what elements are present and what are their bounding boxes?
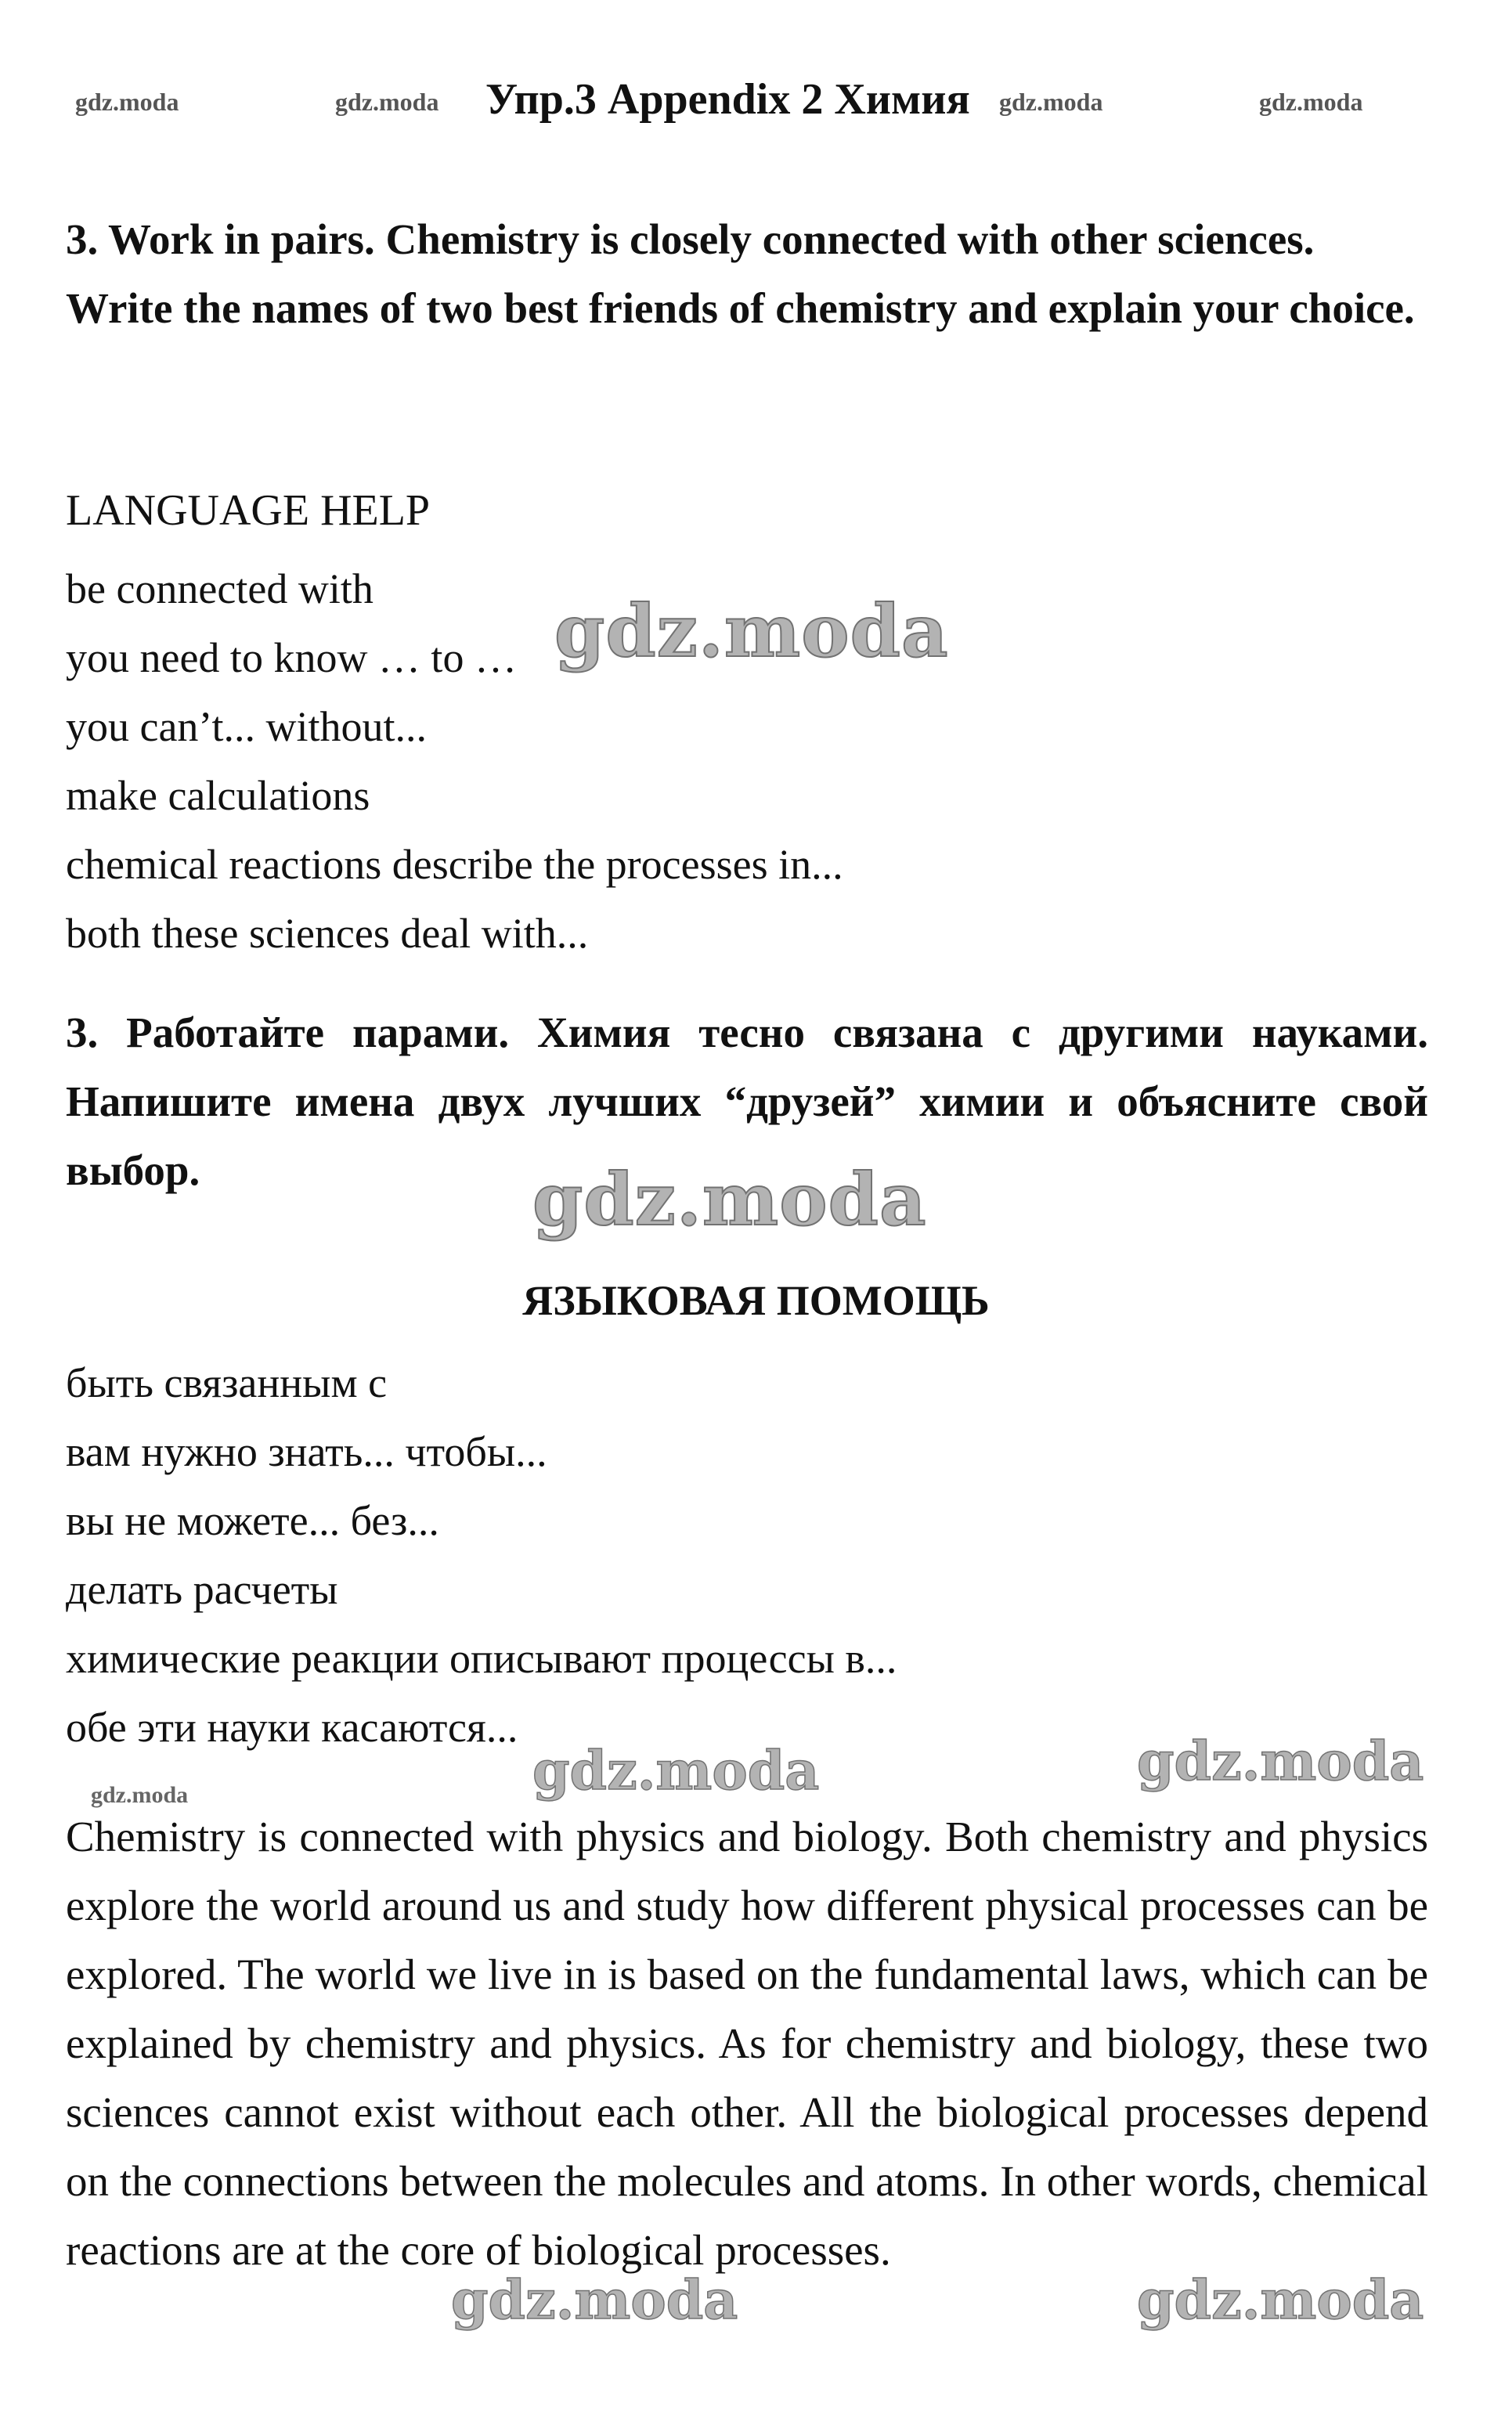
- watermark: gdz.moda: [91, 1782, 189, 1808]
- watermark: gdz.moda: [554, 589, 949, 673]
- watermark: gdz.moda: [451, 2269, 738, 2332]
- list-item: both these sciences deal with...: [66, 910, 589, 957]
- task-russian: 3. Работайте парами. Химия тесно связана с другими науками. Напишите имена двух лучших “друзей” химии и объясните свой выбор.: [66, 1009, 1428, 1194]
- header-watermark: gdz.moda: [1259, 88, 1363, 116]
- list-item: химические реакции описывают процессы в...: [66, 1635, 897, 1682]
- header-watermark: gdz.moda: [335, 88, 439, 116]
- watermark: gdz.moda: [532, 1740, 820, 1802]
- list-item: you can’t... without...: [66, 703, 427, 750]
- header-watermark: gdz.moda: [999, 88, 1103, 116]
- language-help-ru-heading: ЯЗЫКОВАЯ ПОМОЩЬ: [522, 1277, 990, 1324]
- language-help-heading: LANGUAGE HELP: [66, 486, 431, 535]
- list-item: make calculations: [66, 772, 370, 819]
- watermark: gdz.moda: [532, 1157, 927, 1242]
- task-english: 3. Work in pairs. Chemistry is closely connected with other sciences. Write the names of two best friends of chemistry and explain your choice.: [66, 215, 1415, 332]
- header-watermark: gdz.moda: [75, 88, 179, 116]
- list-item: вы не можете... без...: [66, 1497, 439, 1544]
- list-item: делать расчеты: [66, 1566, 338, 1613]
- list-item: обе эти науки касаются...: [66, 1704, 518, 1751]
- watermark: gdz.moda: [1137, 2269, 1424, 2332]
- list-item: быть связанным с: [66, 1359, 388, 1406]
- list-item: you need to know … to …: [66, 634, 517, 681]
- list-item: chemical reactions describe the processes in...: [66, 841, 843, 888]
- list-item: be connected with: [66, 565, 373, 612]
- page-title: Упр.3 Appendix 2 Химия: [485, 75, 970, 124]
- watermark: gdz.moda: [1137, 1730, 1424, 1793]
- language-help-ru-list: [66, 1348, 897, 1762]
- list-item: вам нужно знать... чтобы...: [66, 1428, 547, 1475]
- answer-paragraph: Chemistry is connected with physics and biology. Both chemistry and physics explore the world around us and study how different physical processes can be explored. The world we live in is based on the fundamental laws, which can be explained by chemistry and physics. As for chemistry and biology, these two sciences cannot exist without each other. All the biological processes depend on the connections between the molecules and atoms. In other words, chemical reactions are at the core of biological processes.: [66, 1813, 1428, 2274]
